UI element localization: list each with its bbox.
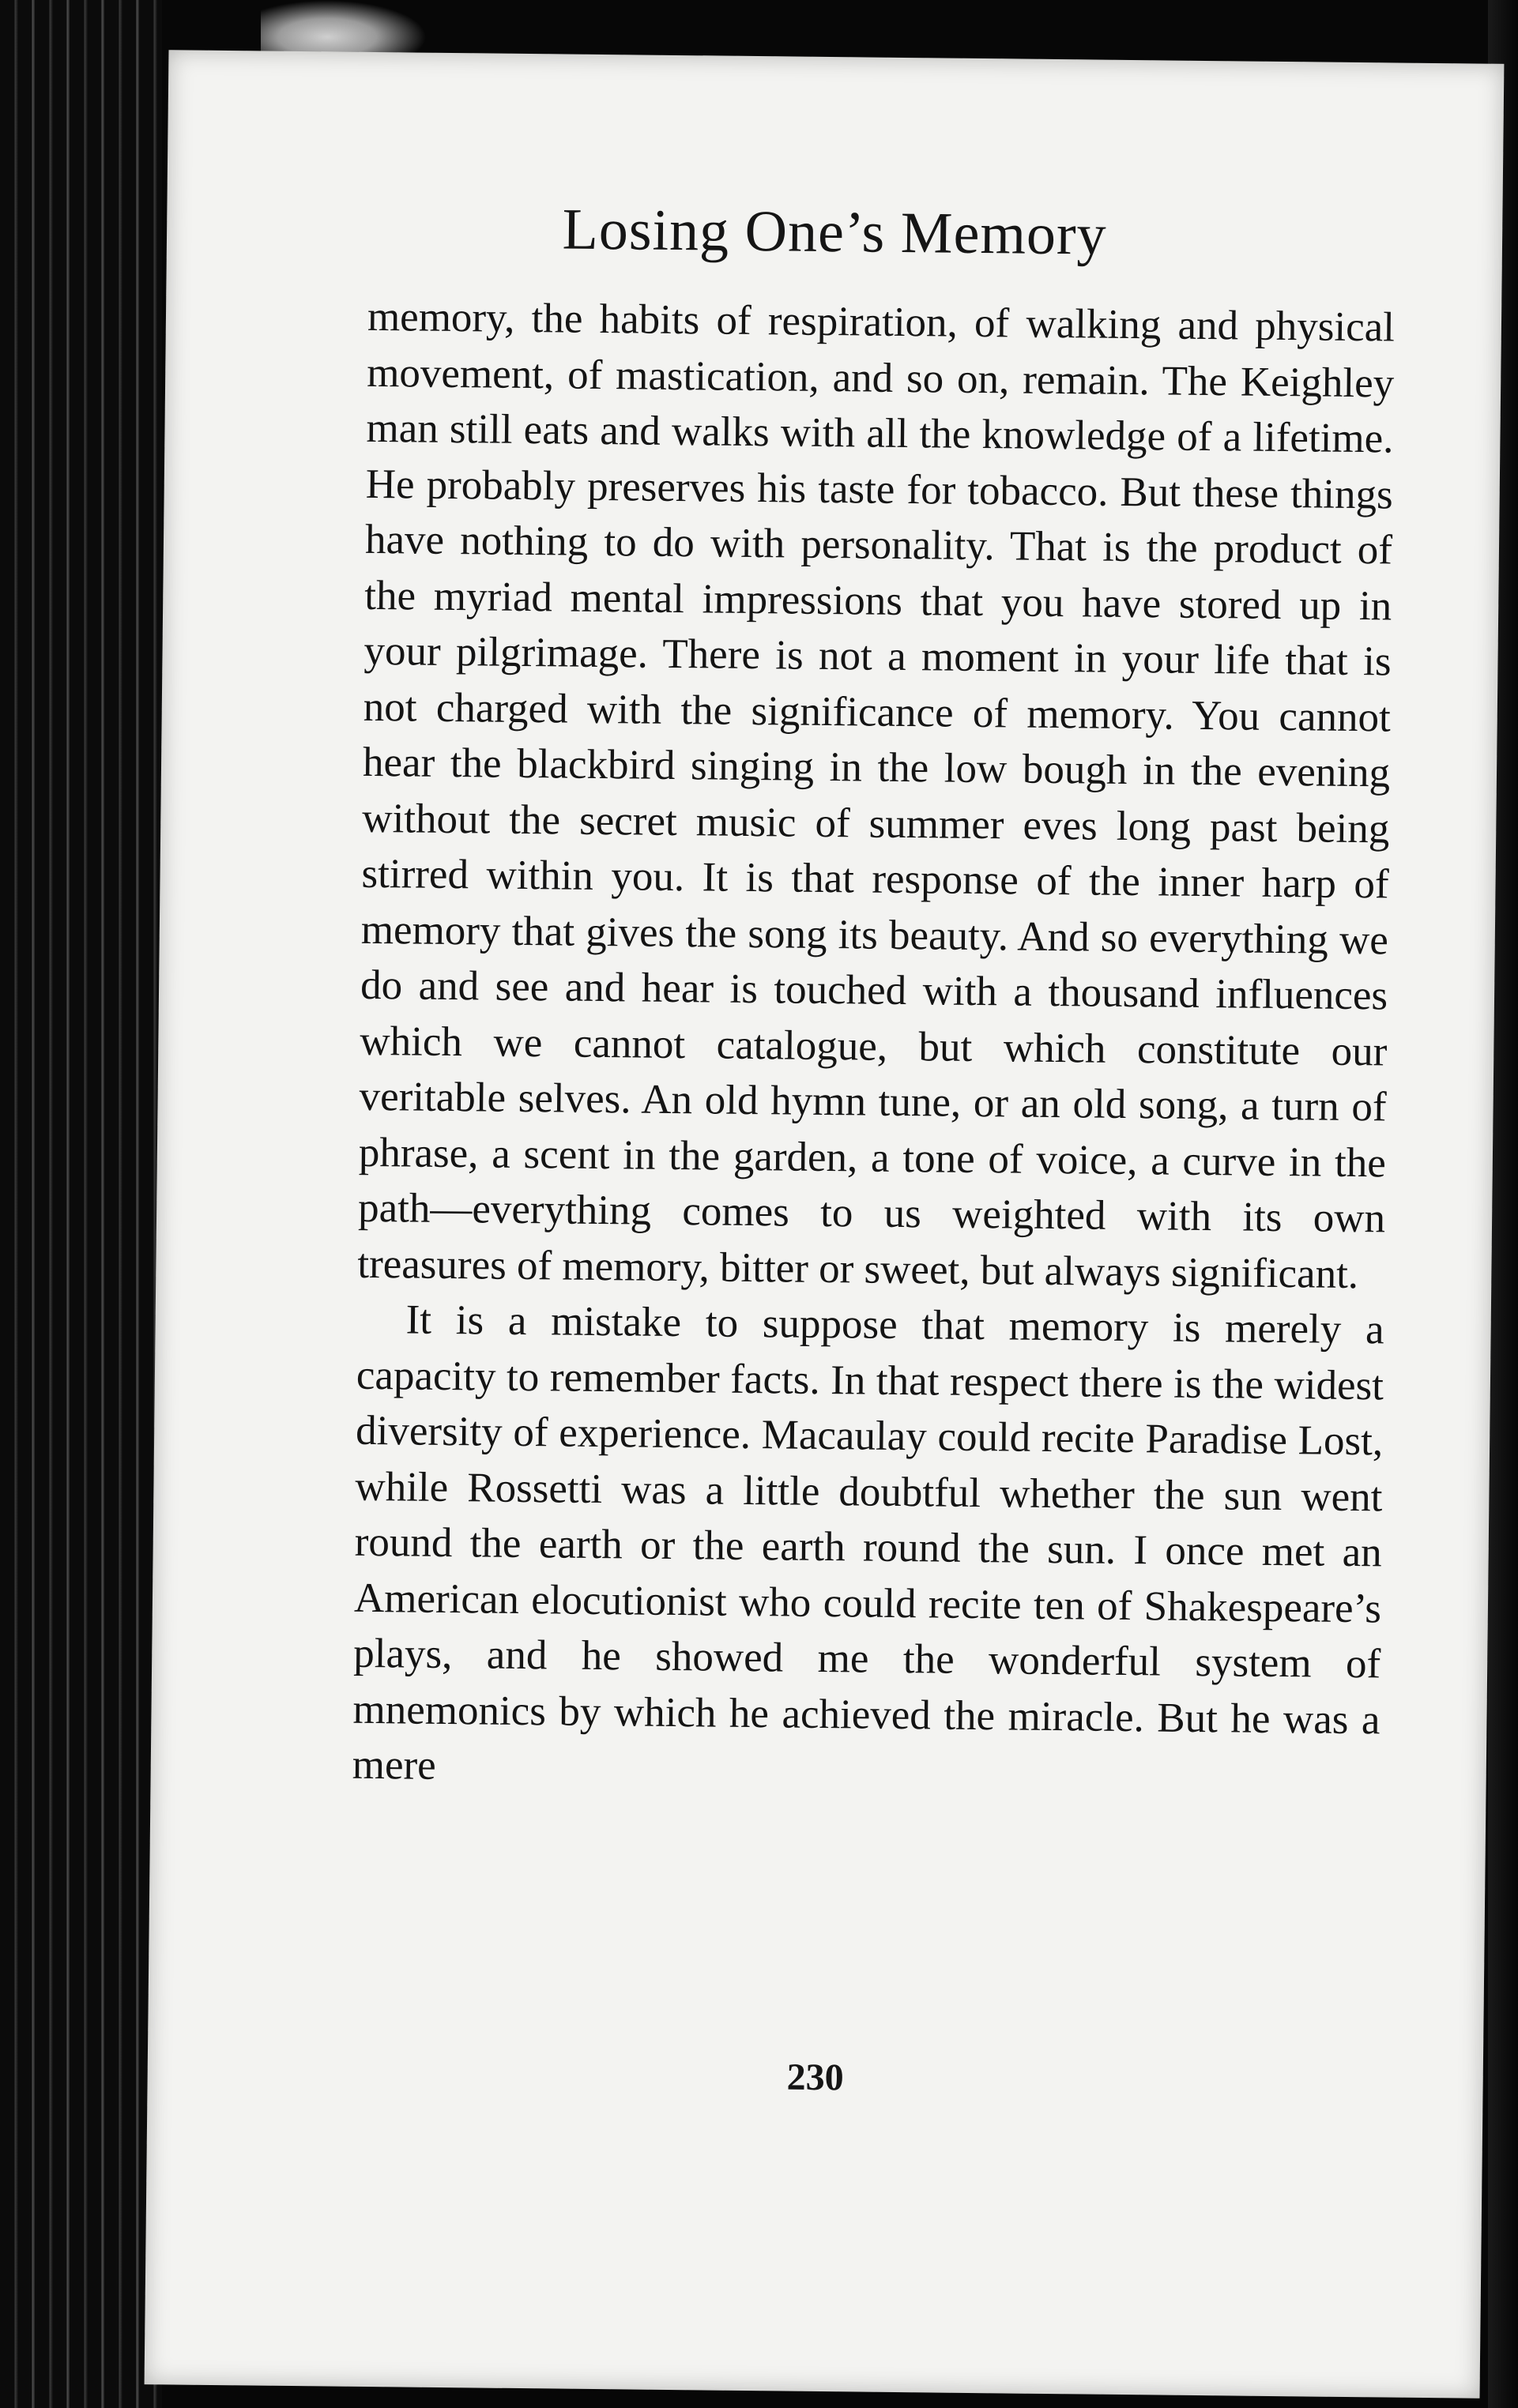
book-page: [145, 50, 1505, 2399]
body-text: [352, 289, 1395, 1804]
running-head: Losing One’s Memory: [562, 197, 1108, 268]
page-number: 230: [786, 2056, 844, 2099]
paragraph: It is a mistake to suppose that memory is merely a capacity to remember facts. In that respect there is the widest diversity of experience. Macaulay could recite Paradise Lost, while Rossetti was a little doubtful whether the sun went round the earth or the earth round the sun. I once met an American elocutionist who could recite ten of Shakespeare’s plays, and he showed me the wonderful system of mnemonics by which he achieved the miracle. But he was a mere: [352, 1296, 1384, 1789]
book-spine-edge: [0, 0, 162, 2408]
paragraph-continued: memory, the habits of respiration, of walking and physical movement, of mastication, and so on, remain. The Keighley man still eats and walks with all the knowledge of a lifetime. He probably preserves his taste for tobacco. But these things have nothing to do with personality. That is the product of the myriad mental impressions that you have stored up in your pilgrimage. There is not a moment in your life that is not charged with the significance of memory. You cannot hear the blackbird singing in the low bough in the evening without the secret music of summer eves long past being stirred within you. It is that response of the inner harp of memory that gives the song its beauty. And so everything we do and see and hear is touched with a thousand influences which we cannot catalogue, but which constitute our veritable selves. An old hymn tune, or an old song, a turn of phrase, a scent in the garden, a tone of voice, a curve in the path—everything comes to us weighted with its own treasures of memory, bitter or sweet, but always significant.: [357, 293, 1396, 1297]
